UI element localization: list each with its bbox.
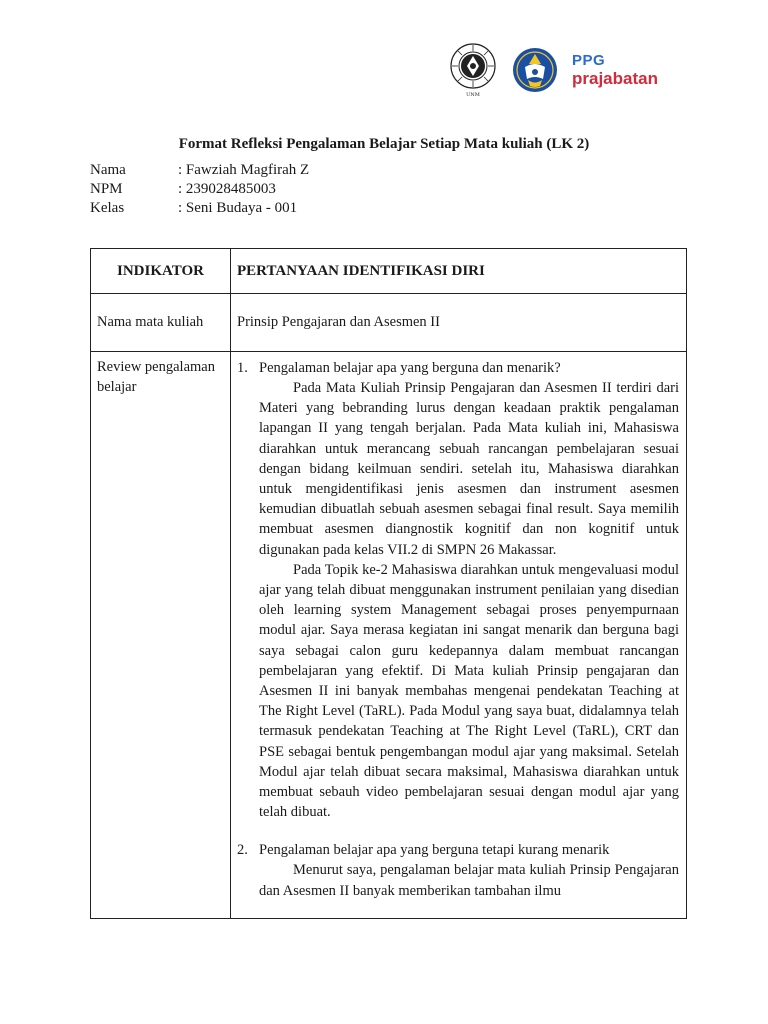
header-pertanyaan: PERTANYAAN IDENTIFIKASI DIRI — [237, 262, 485, 279]
document-title: Format Refleksi Pengalaman Belajar Setiap Mata kuliah (LK 2) — [178, 136, 590, 152]
identity-row-nama — [90, 161, 309, 180]
tut-wuri-handayani-logo — [512, 45, 558, 95]
identity-label: Nama — [90, 162, 126, 178]
question-1 — [237, 358, 679, 378]
answer-paragraph: Menurut saya, pengalaman belajar mata kuliah Prinsip Pengajaran dan Asesmen II banyak memberikan tambahan ilmu — [259, 862, 679, 899]
question-number: 1. — [237, 360, 248, 376]
review-label: Review pengalaman belajar — [91, 352, 231, 918]
ppg-logo-bottom: prajabatan — [572, 69, 658, 88]
ppg-logo-top: PPG — [572, 52, 606, 69]
question-title: Pengalaman belajar apa yang berguna dan menarik? — [259, 360, 561, 376]
table-header-row — [91, 249, 686, 294]
unm-seal-logo — [448, 42, 498, 98]
identity-label: NPM — [90, 181, 123, 197]
header-logos — [448, 42, 658, 98]
question-title: Pengalaman belajar apa yang berguna tetapi kurang menarik — [259, 842, 610, 859]
identity-row-kelas — [90, 199, 309, 218]
answer-paragraph: Pada Mata Kuliah Prinsip Pengajaran dan Asesmen II terdiri dari Materi yang bebranding lurus dengan keadaan praktik pengalaman lapangan II yang tengah berjalan. Pada Mata kuliah ini, Mahasiswa diarahkan untuk merancang sebuah rancangan pembelajaran sesuai dengan bidang keilmuan sendiri. setelah itu, Mahasiswa diarahkan untuk mengidentifikasi jenis asesmen dan instrument asesmen kemudian dibuatlah sebuah asesmen sebagai final result. Saya memilih membuat asesmen diangnostik kognitif dan non kognitif untuk digunakan pada kelas VII.2 di SMPN 26 Makassar. — [259, 380, 679, 558]
header-indikator: INDIKATOR — [91, 249, 231, 293]
reflection-table — [90, 248, 687, 919]
identity-row-npm — [90, 180, 309, 199]
course-label: Nama mata kuliah — [91, 294, 231, 351]
answer-paragraph: Pada Topik ke-2 Mahasiswa diarahkan untuk mengevaluasi modul ajar yang telah dibuat menggunakan instrument penilaian yang disedian oleh learning system Management sebagai proses penyempurnaan modul ajar. Saya merasa kegiatan ini sangat menarik dan berguna bagi saya sebagai calon guru kedepannya dalam membuat rancangan pembelajaran yang efektif. Di Mata kuliah Prinsip pengajaran dan Asesmen II ini banyak membahas mengenai pendekatan Teaching at The Right Level (TaRL). Pada Modul yang saya buat, didalamnya telah termasuk pendekatan Teaching at The Right Level (TaRL), CRT dan PSE sebagai bentuk pengembangan modul ajar yang maksimal. Setelah Modul ajar telah dibuat secara maksimal, Mahasiswa diarahkan untuk membuat sebauh video pembelajaran sesuai dengan modul ajar yang telah dibuat. — [259, 561, 679, 821]
table-row-review — [91, 352, 686, 918]
identity-block — [90, 161, 309, 218]
question-2 — [237, 840, 679, 860]
identity-value: : 239028485003 — [178, 181, 276, 197]
svg-text:UNM: UNM — [466, 92, 480, 98]
course-value: Prinsip Pengajaran dan Asesmen II — [237, 314, 440, 330]
identity-label: Kelas — [90, 200, 125, 216]
table-row-course — [91, 294, 686, 352]
ppg-prajabatan-logo — [572, 53, 658, 87]
identity-value: : Fawziah Magfirah Z — [178, 162, 310, 178]
identity-value: : Seni Budaya - 001 — [178, 200, 298, 216]
question-number: 2. — [237, 842, 248, 859]
review-content — [231, 352, 686, 918]
